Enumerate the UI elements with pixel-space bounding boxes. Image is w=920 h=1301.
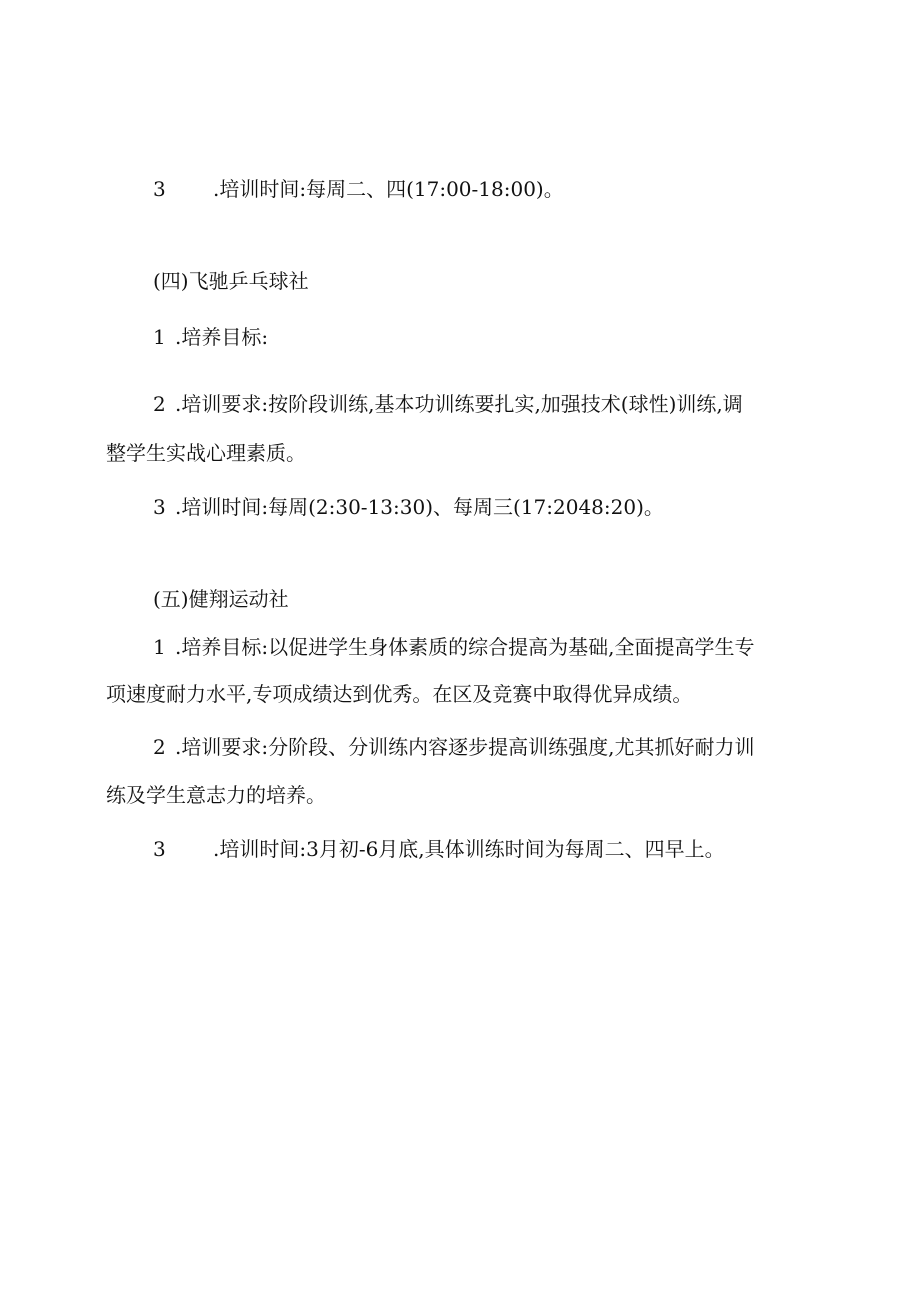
item-text-continued: 练及学生意志力的培养。 [106, 783, 326, 807]
item-text: .培训时间:每周二、四(17:00-18:00)。 [213, 177, 564, 201]
item-number: 2 [153, 392, 166, 416]
item-number: 3 [153, 177, 166, 201]
section-heading: (五)健翔运动社 [153, 587, 289, 611]
item-text: .培训时间:3月初-6月底,具体训练时间为每周二、四早上。 [213, 837, 725, 861]
item-text: .培训时间:每周(2:30-13:30)、每周三(17:2048:20)。 [175, 495, 664, 519]
section-heading: (四)飞驰乒乓球社 [153, 269, 309, 293]
item-number: 3 [153, 495, 166, 519]
item-text: .培养目标: [175, 325, 269, 349]
item-text-continued: 项速度耐力水平,专项成绩达到优秀。在区及竞赛中取得优异成绩。 [106, 682, 693, 706]
item-text: .培训要求:分阶段、分训练内容逐步提高训练强度,尤其抓好耐力训 [175, 735, 755, 759]
item-number: 1 [153, 635, 166, 659]
item-number: 2 [153, 735, 166, 759]
item-text-continued: 整学生实战心理素质。 [106, 441, 306, 465]
item-number: 3 [153, 837, 166, 861]
item-number: 1 [153, 325, 166, 349]
item-text: .培养目标:以促进学生身体素质的综合提高为基础,全面提高学生专 [175, 635, 755, 659]
item-text: .培训要求:按阶段训练,基本功训练要扎实,加强技术(球性)训练,调 [175, 392, 743, 416]
